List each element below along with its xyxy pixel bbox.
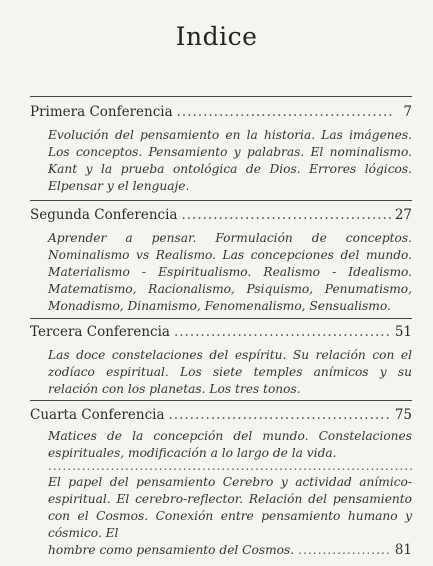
toc-entry-title: Tercera Conferencia xyxy=(30,324,170,340)
toc-page-number: 51 xyxy=(394,324,412,340)
toc-entry-description: Las doce constelaciones del espíritu. Su relación con el zodíaco espiritual. Los siete temples anímicos y su relación con los planetas. Los tres tonos. xyxy=(48,348,412,396)
toc-entry-description: Evolución del pensamiento en la historia. Las imágenes. Los conceptos. Pensamiento y palabras. El nominalismo. Kant y la prueba ontológica de Dios. Errores lógicos. Elpensar y el lenguaje. xyxy=(48,128,412,193)
dot-separator xyxy=(48,462,412,472)
toc-entry-heading xyxy=(30,323,412,341)
dot-leader xyxy=(177,103,394,121)
toc-entry-description: Matices de la concepción del mundo. Constelaciones espirituales, modificación a lo largo de la vida. xyxy=(48,429,412,460)
toc-entry-description-2: El papel del pensamiento Cerebro y actividad anímico-espiritual. El cerebro-reflector. Relación del pensamiento con el Cosmos. Conexión entre pensamiento humano y cósmico. El xyxy=(48,475,412,540)
section-divider xyxy=(30,96,412,97)
toc-entry-description-2-last: hombre como pensamiento del Cosmos. xyxy=(48,543,295,557)
toc-page-number: 75 xyxy=(394,407,412,423)
page-title: Indice xyxy=(175,22,258,51)
toc-entry-segunda xyxy=(30,206,412,315)
dot-leader xyxy=(298,542,391,559)
toc-page-number: 7 xyxy=(403,104,412,120)
toc-page-number: 27 xyxy=(394,207,412,223)
dot-leader xyxy=(181,206,390,224)
toc-entry-title: Cuarta Conferencia xyxy=(30,407,165,423)
toc-entry-heading xyxy=(30,406,412,424)
toc-entry-primera xyxy=(30,103,412,195)
toc-entry-heading xyxy=(30,103,412,121)
toc-entry-subline xyxy=(48,542,412,559)
toc-entry-title: Primera Conferencia xyxy=(30,104,173,120)
toc-entry-tercera xyxy=(30,323,412,398)
toc-entry-description: Aprender a pensar. Formulación de conceptos. Nominalismo vs Realismo. Las concepciones del mundo. Materialismo - Espiritualismo. Realismo - Idealismo. Matematismo, Racionalismo, Psiquismo, Penumatismo, Monadismo, Dinamismo, Fenomenalismo, Sensualismo. xyxy=(48,231,412,313)
section-divider xyxy=(30,318,412,319)
dot-leader xyxy=(169,406,391,424)
dot-leader xyxy=(174,323,391,341)
toc-entry-title: Segunda Conferencia xyxy=(30,207,178,223)
section-divider xyxy=(30,400,412,401)
toc-entry-cuarta xyxy=(30,406,412,559)
toc-page-number-2: 81 xyxy=(394,542,412,558)
toc-entry-heading xyxy=(30,206,412,224)
section-divider xyxy=(30,200,412,201)
